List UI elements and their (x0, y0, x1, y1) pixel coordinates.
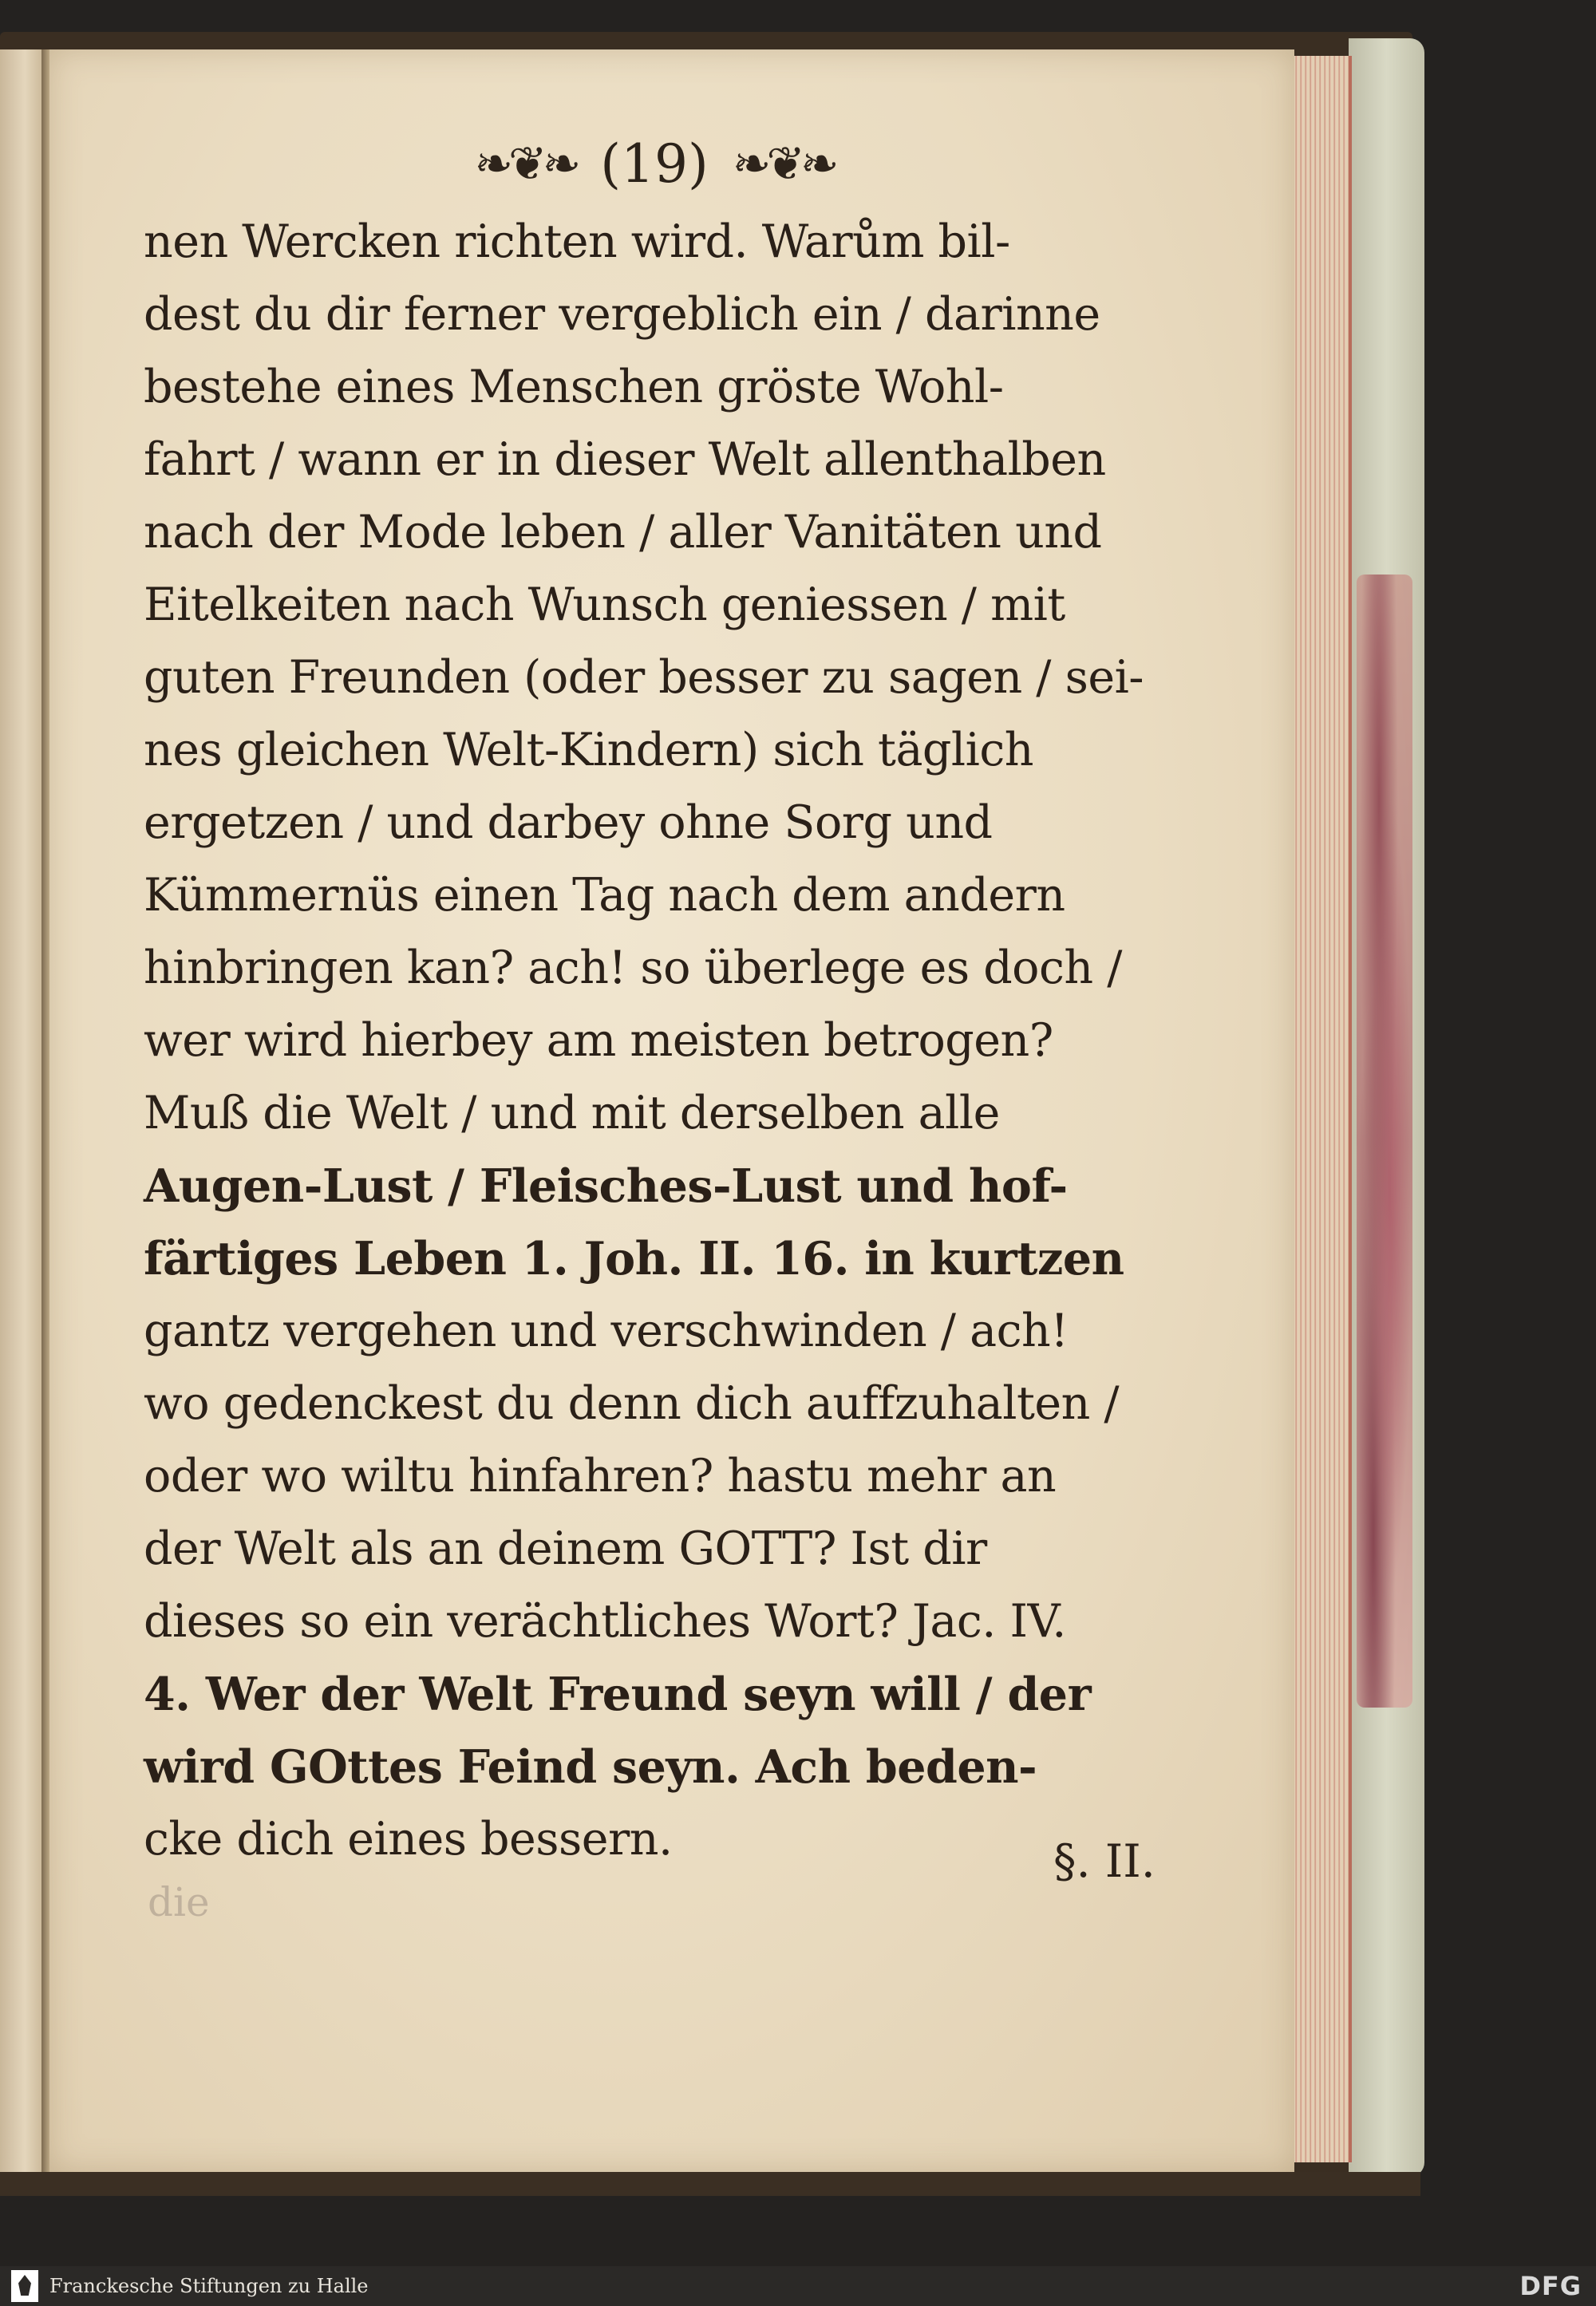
text-line: gantz vergehen und verschwinden / ach! (144, 1305, 1069, 1357)
franckesche-logo-icon (11, 2270, 38, 2302)
text-line: 4. Wer der Welt Freund seyn will / der (144, 1668, 1092, 1721)
left-page-edge (0, 49, 44, 2172)
text-line: dest du dir ferner vergeblich ein / darinne (144, 288, 1100, 341)
text-line: cke dich eines bessern. (144, 1813, 673, 1866)
text-line: färtiges Leben 1. Joh. II. 16. in kurtzen (144, 1232, 1124, 1285)
text-line: bestehe eines Menschen gröste Wohl- (144, 361, 1004, 413)
text-line: Kümmernüs einen Tag nach dem andern (144, 869, 1065, 922)
catchword: §. II. (1053, 1835, 1156, 1888)
footer-institution[interactable]: Franckesche Stiftungen zu Halle (49, 2275, 369, 2297)
footer-bar (0, 2266, 1596, 2306)
text-line: Muß die Welt / und mit derselben alle (144, 1087, 1000, 1139)
text-line: oder wo wiltu hinfahren? hastu mehr an (144, 1450, 1057, 1502)
header-ornament-right: ❧❦❧ (732, 136, 835, 191)
text-line: wird GOttes Feind seyn. Ach beden- (144, 1740, 1037, 1794)
text-line: fahrt / wann er in dieser Welt allenthalben (144, 433, 1106, 486)
text-line: nach der Mode leben / aller Vanitäten und (144, 506, 1102, 559)
text-line: Eitelkeiten nach Wunsch geniessen / mit (144, 578, 1065, 631)
page-gutter (41, 49, 49, 2172)
text-line: nen Wercken richten wird. Warům bil- (144, 215, 1010, 268)
text-line: wer wird hierbey am meisten betrogen? (144, 1014, 1053, 1067)
book-bottom-board (0, 2172, 1420, 2196)
text-line: ergetzen / und darbey ohne Sorg und (144, 796, 993, 849)
text-line: Augen-Lust / Fleisches-Lust und hof- (144, 1159, 1068, 1213)
text-line: guten Freunden (oder besser zu sagen / sei- (144, 651, 1144, 704)
page-edges (1293, 56, 1352, 2162)
marbled-endpaper (1357, 575, 1412, 1708)
text-line: der Welt als an deinem GOTT? Ist dir (144, 1522, 987, 1575)
bleed-through-text: die (148, 1879, 210, 1925)
dfg-logo[interactable]: DFG (1519, 2271, 1582, 2301)
text-line: dieses so ein verächtliches Wort? Jac. IV. (144, 1595, 1066, 1648)
header-ornament-left: ❧❦❧ (474, 136, 577, 191)
body-text (144, 206, 1205, 1876)
text-line: nes gleichen Welt-Kindern) sich täglich (144, 724, 1034, 776)
text-line: hinbringen kan? ach! so überlege es doch / (144, 942, 1122, 994)
page-header (447, 128, 862, 199)
page-number: (19) (600, 132, 709, 195)
text-line: wo gedenckest du denn dich auffzuhalten / (144, 1377, 1120, 1430)
